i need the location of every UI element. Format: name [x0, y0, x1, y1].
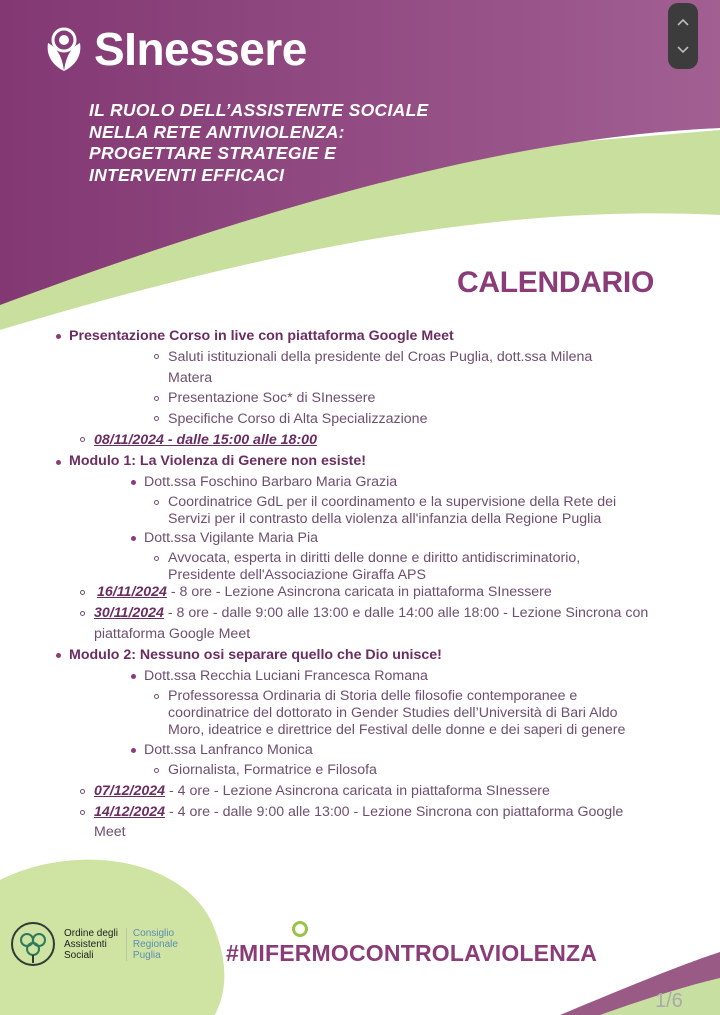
list-item: Matera [168, 370, 213, 386]
list-bullet [154, 694, 159, 699]
consiglio-line: Puglia [132, 949, 161, 961]
list-bullet [80, 611, 85, 616]
campaign-hashtag: #MIFERMOCONTROLAVIOLENZA [226, 940, 598, 966]
date-detail: - 8 ore - dalle 9:00 alle 13:00 e dalle 14:00 alle 18:00 - Lezione Sincrona con [163, 605, 649, 621]
date: 16/11/2024 [97, 584, 167, 600]
list-bullet [154, 768, 159, 773]
speaker-bio: Servizi per il contrasto della violenza all'infanzia della Regione Puglia [168, 511, 602, 527]
speaker-name: Dott.ssa Lanfranco Monica [144, 742, 313, 758]
date-detail: piattaforma Google Meet [94, 626, 251, 642]
speaker-name: Dott.ssa Vigilante Maria Pia [144, 530, 319, 546]
speaker-bio: Coordinatrice GdL per il coordinamento e la supervisione della Rete dei [168, 494, 617, 510]
ordine-line: Ordine degli [64, 927, 118, 939]
list-item: Saluti istituzionali della presidente del Croas Puglia, dott.ssa Milena [168, 349, 593, 365]
sinessere-logo-icon [42, 25, 86, 73]
list-bullet [131, 674, 136, 679]
speaker-name: Dott.ssa Foschino Barbaro Maria Grazia [144, 474, 398, 490]
module-title: Modulo 1: La Violenza di Genere non esiste! [69, 453, 366, 469]
chevron-down-icon[interactable] [676, 41, 690, 55]
brand-logo [42, 22, 307, 76]
ordine-line: Sociali [64, 949, 94, 961]
course-title [89, 100, 509, 186]
ordine-text [64, 928, 118, 961]
list-bullet [56, 460, 61, 465]
list-bullet [154, 354, 159, 359]
ordine-logo [10, 921, 178, 967]
title-line: PROGETTARE STRATEGIE E [89, 143, 337, 163]
date: 07/12/2024 [94, 783, 166, 799]
module-title: Modulo 2: Nessuno osi separare quello che Dio unisce! [69, 647, 442, 663]
consiglio-line: Regionale [132, 938, 178, 950]
speaker-bio: Moro, ideatrice e direttrice del Festival delle donne e dei saperi di genere [168, 722, 626, 738]
speaker-bio: Presidente dell'Associazione Giraffa APS [168, 567, 426, 583]
title-line: INTERVENTI EFFICACI [89, 164, 285, 185]
date-entry [97, 582, 552, 602]
date: 30/11/2024 [94, 605, 164, 621]
date-entry [94, 781, 550, 801]
date: 14/12/2024 [94, 804, 166, 820]
list-item: Specifiche Corso di Alta Specializzazione [168, 411, 428, 427]
date-entry: 08/11/2024 - dalle 15:00 alle 18:00 [94, 432, 317, 448]
hashtag-ring-icon [292, 921, 308, 937]
date-detail: - 4 ore - dalle 9:00 alle 13:00 - Lezione Sincrona con piattaforma Google [165, 804, 624, 820]
brand-name: SInessere [94, 23, 307, 75]
ordine-line: Assistenti [64, 938, 107, 950]
list-bullet [131, 748, 136, 753]
speaker-bio: Giornalista, Formatrice e Filosofa [168, 762, 377, 778]
date-detail: - 8 ore - Lezione Asincrona caricata in piattaforma SInessere [166, 584, 552, 600]
speaker-bio: Professoressa Ordinaria di Storia delle filosofie contemporanee e [168, 688, 578, 704]
consiglio-text [126, 928, 178, 961]
list-bullet [80, 590, 85, 595]
list-bullet [154, 556, 159, 561]
list-item: Presentazione Corso in live con piattaforma Google Meet [69, 328, 454, 344]
title-line: IL RUOLO DELL’ASSISTENTE SOCIALE [89, 100, 429, 120]
calendar-heading: CALENDARIO [457, 266, 654, 299]
list-bullet [56, 334, 61, 339]
page-indicator: 1/6 [655, 990, 683, 1012]
chevron-up-icon[interactable] [676, 15, 690, 29]
list-bullet [131, 536, 136, 541]
speaker-bio: Avvocata, esperta in diritti delle donne e diritto antidiscriminatorio, [168, 550, 581, 566]
speaker-bio: coordinatrice del dottorato in Gender Studies dell’Università di Bari Aldo [168, 705, 618, 721]
date-detail: Meet [94, 824, 126, 840]
list-bullet [154, 500, 159, 505]
list-bullet [80, 810, 85, 815]
list-bullet [154, 416, 159, 421]
title-line: NELLA RETE ANTIVIOLENZA: [89, 121, 345, 142]
ordine-logo-icon [10, 921, 56, 967]
list-bullet [80, 437, 85, 442]
list-bullet [56, 653, 61, 658]
page-scroll-control[interactable] [668, 3, 698, 69]
list-bullet [80, 789, 85, 794]
list-bullet [131, 480, 136, 485]
date-detail: - 4 ore - Lezione Asincrona caricata in piattaforma SInessere [165, 783, 550, 799]
date-entry [94, 603, 648, 623]
date-entry [94, 802, 623, 822]
consiglio-line: Consiglio [132, 927, 175, 939]
list-bullet [154, 396, 159, 401]
speaker-name: Dott.ssa Recchia Luciani Francesca Romana [144, 668, 428, 684]
list-item: Presentazione Soc* di SInessere [168, 390, 376, 406]
